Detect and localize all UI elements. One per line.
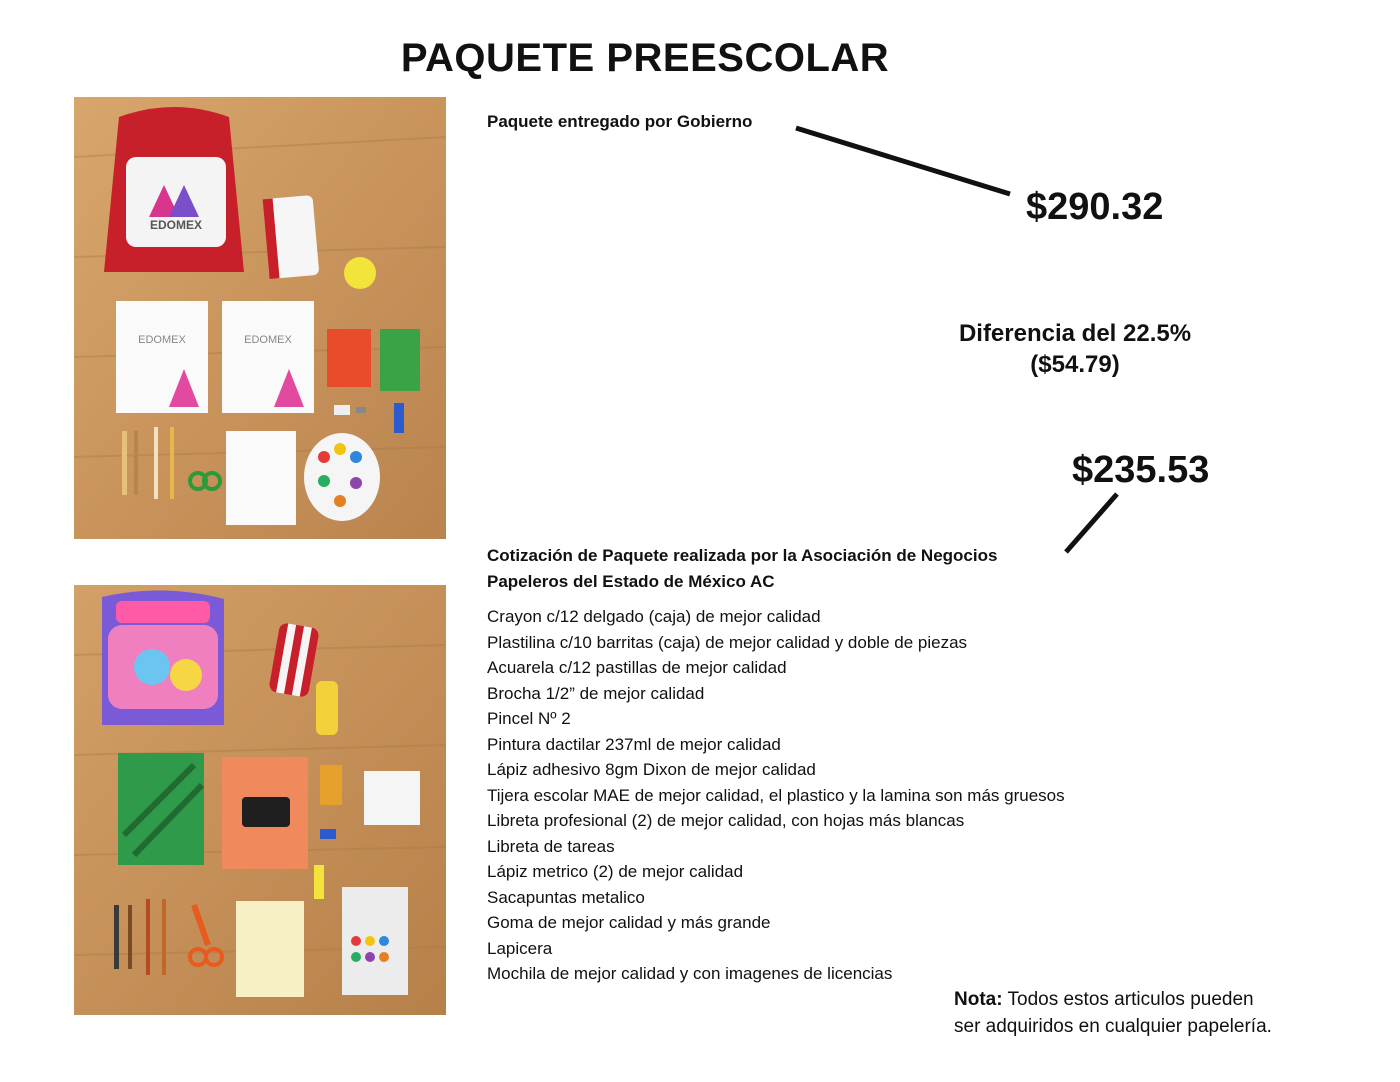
government-price-connector bbox=[796, 128, 1010, 194]
government-package-label: Paquete entregado por Gobierno bbox=[487, 112, 753, 131]
list-item: Lápiz metrico (2) de mejor calidad bbox=[487, 862, 744, 881]
list-item: Acuarela c/12 pastillas de mejor calidad bbox=[487, 658, 787, 677]
association-package-photo bbox=[74, 585, 446, 1015]
note-label: Nota: bbox=[954, 989, 1003, 1010]
list-item: Mochila de mejor calidad y con imagenes de licencias bbox=[487, 964, 893, 983]
association-price-connector bbox=[1066, 494, 1117, 552]
svg-text:EDOMEX: EDOMEX bbox=[138, 334, 186, 346]
note-text: Todos estos articulos pueden bbox=[1002, 989, 1254, 1010]
list-item: Libreta profesional (2) de mejor calidad, con hojas más blancas bbox=[487, 811, 965, 830]
difference-block bbox=[930, 318, 1220, 380]
list-item: Goma de mejor calidad y más grande bbox=[487, 913, 771, 932]
list-item: Pincel Nº 2 bbox=[487, 709, 571, 728]
list-item: Lápiz adhesivo 8gm Dixon de mejor calidad bbox=[487, 760, 816, 779]
list-item: Plastilina c/10 barritas (caja) de mejor calidad y doble de piezas bbox=[487, 632, 968, 652]
difference-percent: Diferencia del 22.5% bbox=[958, 320, 1192, 347]
list-item: Libreta de tareas bbox=[487, 836, 615, 856]
page-title: PAQUETE PREESCOLAR bbox=[400, 36, 890, 80]
list-item: Sacapuntas metalico bbox=[487, 887, 645, 907]
list-item: Tijera escolar MAE de mejor calidad, el plastico y la lamina son más gruesos bbox=[487, 785, 1065, 805]
government-package-photo bbox=[74, 97, 446, 539]
backpack-icon bbox=[102, 590, 224, 725]
list-item: Crayon c/12 delgado (caja) de mejor calidad bbox=[487, 607, 821, 626]
svg-text:EDOMEX: EDOMEX bbox=[149, 218, 203, 232]
association-label-line1: Cotización de Paquete realizada por la Asociación de Negocios bbox=[487, 546, 998, 565]
association-package-price: $235.53 bbox=[1072, 449, 1210, 491]
list-item: Brocha 1/2” de mejor calidad bbox=[487, 683, 705, 703]
note-text-line2: ser adquiridos en cualquier papelería. bbox=[954, 1016, 1272, 1037]
government-package-price: $290.32 bbox=[1026, 186, 1164, 228]
association-label-line2: Papeleros del Estado de México AC bbox=[487, 572, 775, 591]
list-item: Lapicera bbox=[487, 938, 553, 958]
list-item: Pintura dactilar 237ml de mejor calidad bbox=[487, 734, 781, 754]
items-list bbox=[487, 604, 1065, 987]
svg-text:EDOMEX: EDOMEX bbox=[244, 334, 292, 346]
difference-amount: ($54.79) bbox=[1030, 351, 1120, 378]
association-package-label bbox=[487, 543, 1067, 595]
note bbox=[954, 986, 1354, 1040]
backpack-icon bbox=[104, 107, 244, 272]
